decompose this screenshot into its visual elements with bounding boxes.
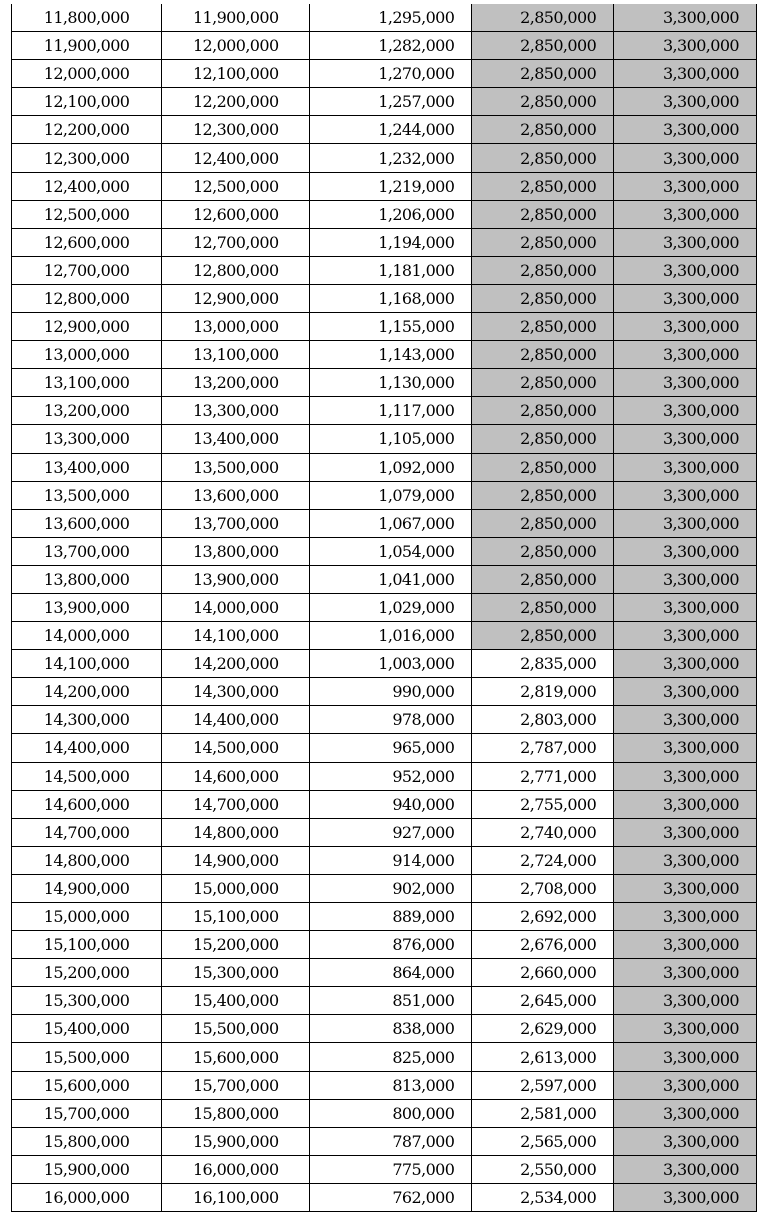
column-5-cell: 3,300,000 [614,1043,757,1071]
column-3-cell: 889,000 [310,903,472,931]
income-to-cell: 12,600,000 [162,200,310,228]
column-4-cell: 2,613,000 [472,1043,614,1071]
column-5-cell: 3,300,000 [614,172,757,200]
column-5-cell: 3,300,000 [614,565,757,593]
column-4-cell: 2,597,000 [472,1071,614,1099]
table-row [12,874,757,902]
column-4-cell: 2,629,000 [472,1015,614,1043]
column-5-cell: 3,300,000 [614,622,757,650]
income-to-cell: 14,700,000 [162,790,310,818]
table-row [12,565,757,593]
column-3-cell: 787,000 [310,1127,472,1155]
column-4-cell: 2,771,000 [472,762,614,790]
column-3-cell: 1,219,000 [310,172,472,200]
column-3-cell: 1,016,000 [310,622,472,650]
income-from-cell: 14,100,000 [12,650,162,678]
table-row [12,200,757,228]
column-3-cell: 1,257,000 [310,88,472,116]
table-row [12,1183,757,1211]
table-row [12,593,757,621]
income-to-cell: 14,500,000 [162,734,310,762]
column-5-cell: 3,300,000 [614,1155,757,1183]
column-5-cell: 3,300,000 [614,1099,757,1127]
column-4-cell: 2,850,000 [472,341,614,369]
column-3-cell: 825,000 [310,1043,472,1071]
column-4-cell: 2,740,000 [472,818,614,846]
income-to-cell: 12,100,000 [162,60,310,88]
column-5-cell: 3,300,000 [614,846,757,874]
table-row [12,959,757,987]
column-5-cell: 3,300,000 [614,931,757,959]
table-row [12,509,757,537]
column-5-cell: 3,300,000 [614,341,757,369]
income-from-cell: 14,000,000 [12,622,162,650]
column-3-cell: 838,000 [310,1015,472,1043]
column-3-cell: 1,282,000 [310,32,472,60]
income-to-cell: 13,500,000 [162,453,310,481]
table-row [12,453,757,481]
column-5-cell: 3,300,000 [614,481,757,509]
column-5-cell: 3,300,000 [614,88,757,116]
income-from-cell: 15,400,000 [12,1015,162,1043]
income-to-cell: 14,100,000 [162,622,310,650]
column-3-cell: 1,041,000 [310,565,472,593]
column-5-cell: 3,300,000 [614,762,757,790]
column-4-cell: 2,850,000 [472,228,614,256]
table-row [12,284,757,312]
column-5-cell: 3,300,000 [614,706,757,734]
income-from-cell: 12,400,000 [12,172,162,200]
income-from-cell: 13,900,000 [12,593,162,621]
column-5-cell: 3,300,000 [614,1183,757,1211]
column-3-cell: 762,000 [310,1183,472,1211]
column-3-cell: 1,143,000 [310,341,472,369]
column-4-cell: 2,850,000 [472,565,614,593]
income-from-cell: 13,600,000 [12,509,162,537]
column-3-cell: 1,194,000 [310,228,472,256]
income-to-cell: 14,900,000 [162,846,310,874]
table-row [12,1155,757,1183]
income-to-cell: 13,400,000 [162,425,310,453]
income-to-cell: 12,300,000 [162,116,310,144]
income-to-cell: 13,100,000 [162,341,310,369]
column-4-cell: 2,850,000 [472,425,614,453]
column-4-cell: 2,787,000 [472,734,614,762]
table-row [12,622,757,650]
column-5-cell: 3,300,000 [614,369,757,397]
income-from-cell: 15,100,000 [12,931,162,959]
income-from-cell: 14,500,000 [12,762,162,790]
column-3-cell: 1,206,000 [310,200,472,228]
income-from-cell: 14,900,000 [12,874,162,902]
income-from-cell: 15,500,000 [12,1043,162,1071]
table-row [12,228,757,256]
column-4-cell: 2,850,000 [472,453,614,481]
table-row [12,256,757,284]
table-row [12,144,757,172]
income-from-cell: 13,300,000 [12,425,162,453]
table-row [12,706,757,734]
income-from-cell: 16,000,000 [12,1183,162,1211]
column-3-cell: 1,054,000 [310,537,472,565]
income-from-cell: 13,200,000 [12,397,162,425]
column-3-cell: 1,168,000 [310,284,472,312]
table-row [12,116,757,144]
column-4-cell: 2,850,000 [472,622,614,650]
income-from-cell: 15,900,000 [12,1155,162,1183]
column-4-cell: 2,565,000 [472,1127,614,1155]
table-row [12,172,757,200]
income-to-cell: 13,600,000 [162,481,310,509]
column-4-cell: 2,692,000 [472,903,614,931]
column-4-cell: 2,534,000 [472,1183,614,1211]
column-5-cell: 3,300,000 [614,903,757,931]
column-4-cell: 2,850,000 [472,60,614,88]
column-4-cell: 2,850,000 [472,256,614,284]
income-to-cell: 15,900,000 [162,1127,310,1155]
income-to-cell: 11,900,000 [162,4,310,32]
income-from-cell: 11,800,000 [12,4,162,32]
income-to-cell: 12,800,000 [162,256,310,284]
column-3-cell: 927,000 [310,818,472,846]
column-5-cell: 3,300,000 [614,734,757,762]
income-from-cell: 13,500,000 [12,481,162,509]
income-to-cell: 15,800,000 [162,1099,310,1127]
column-4-cell: 2,850,000 [472,481,614,509]
income-to-cell: 12,900,000 [162,284,310,312]
column-4-cell: 2,581,000 [472,1099,614,1127]
table-row [12,313,757,341]
column-3-cell: 1,067,000 [310,509,472,537]
income-to-cell: 12,400,000 [162,144,310,172]
column-4-cell: 2,850,000 [472,4,614,32]
column-3-cell: 851,000 [310,987,472,1015]
column-4-cell: 2,708,000 [472,874,614,902]
column-5-cell: 3,300,000 [614,818,757,846]
column-3-cell: 902,000 [310,874,472,902]
column-5-cell: 3,300,000 [614,790,757,818]
income-to-cell: 13,800,000 [162,537,310,565]
table-row [12,88,757,116]
column-5-cell: 3,300,000 [614,959,757,987]
column-4-cell: 2,550,000 [472,1155,614,1183]
column-3-cell: 1,181,000 [310,256,472,284]
income-from-cell: 15,600,000 [12,1071,162,1099]
table-row [12,537,757,565]
income-from-cell: 15,200,000 [12,959,162,987]
income-to-cell: 15,200,000 [162,931,310,959]
column-3-cell: 1,105,000 [310,425,472,453]
income-from-cell: 15,800,000 [12,1127,162,1155]
income-from-cell: 13,700,000 [12,537,162,565]
column-4-cell: 2,850,000 [472,172,614,200]
column-4-cell: 2,850,000 [472,509,614,537]
income-to-cell: 15,500,000 [162,1015,310,1043]
income-from-cell: 12,800,000 [12,284,162,312]
column-5-cell: 3,300,000 [614,593,757,621]
table-row [12,481,757,509]
column-3-cell: 952,000 [310,762,472,790]
income-to-cell: 12,200,000 [162,88,310,116]
column-5-cell: 3,300,000 [614,678,757,706]
column-3-cell: 1,244,000 [310,116,472,144]
income-to-cell: 14,800,000 [162,818,310,846]
income-from-cell: 12,300,000 [12,144,162,172]
column-5-cell: 3,300,000 [614,537,757,565]
table-row [12,903,757,931]
table-row [12,369,757,397]
column-4-cell: 2,819,000 [472,678,614,706]
column-5-cell: 3,300,000 [614,397,757,425]
column-3-cell: 800,000 [310,1099,472,1127]
column-4-cell: 2,850,000 [472,200,614,228]
income-to-cell: 14,200,000 [162,650,310,678]
income-from-cell: 14,200,000 [12,678,162,706]
data-table [11,4,757,1212]
income-from-cell: 12,700,000 [12,256,162,284]
income-from-cell: 14,400,000 [12,734,162,762]
column-4-cell: 2,755,000 [472,790,614,818]
column-3-cell: 813,000 [310,1071,472,1099]
income-from-cell: 12,100,000 [12,88,162,116]
column-3-cell: 1,232,000 [310,144,472,172]
column-4-cell: 2,850,000 [472,144,614,172]
income-to-cell: 15,600,000 [162,1043,310,1071]
column-5-cell: 3,300,000 [614,453,757,481]
income-from-cell: 12,200,000 [12,116,162,144]
income-to-cell: 14,600,000 [162,762,310,790]
table-row [12,341,757,369]
income-to-cell: 15,400,000 [162,987,310,1015]
income-to-cell: 12,000,000 [162,32,310,60]
income-from-cell: 15,300,000 [12,987,162,1015]
column-4-cell: 2,850,000 [472,369,614,397]
column-3-cell: 1,295,000 [310,4,472,32]
table-row [12,846,757,874]
column-4-cell: 2,850,000 [472,537,614,565]
column-5-cell: 3,300,000 [614,987,757,1015]
table-row [12,1043,757,1071]
income-from-cell: 12,900,000 [12,313,162,341]
column-3-cell: 864,000 [310,959,472,987]
table-row [12,931,757,959]
income-to-cell: 15,000,000 [162,874,310,902]
column-4-cell: 2,660,000 [472,959,614,987]
column-3-cell: 914,000 [310,846,472,874]
table-row [12,1071,757,1099]
column-4-cell: 2,850,000 [472,593,614,621]
column-5-cell: 3,300,000 [614,200,757,228]
column-5-cell: 3,300,000 [614,4,757,32]
income-to-cell: 13,000,000 [162,313,310,341]
income-to-cell: 15,700,000 [162,1071,310,1099]
income-from-cell: 14,800,000 [12,846,162,874]
income-to-cell: 16,100,000 [162,1183,310,1211]
table-row [12,790,757,818]
column-3-cell: 978,000 [310,706,472,734]
column-3-cell: 1,155,000 [310,313,472,341]
column-3-cell: 990,000 [310,678,472,706]
column-4-cell: 2,850,000 [472,313,614,341]
column-4-cell: 2,850,000 [472,116,614,144]
column-4-cell: 2,803,000 [472,706,614,734]
table-row [12,734,757,762]
income-from-cell: 14,300,000 [12,706,162,734]
table-row [12,1099,757,1127]
column-3-cell: 1,130,000 [310,369,472,397]
table-row [12,650,757,678]
column-3-cell: 876,000 [310,931,472,959]
income-to-cell: 13,300,000 [162,397,310,425]
income-from-cell: 11,900,000 [12,32,162,60]
table-row [12,397,757,425]
column-5-cell: 3,300,000 [614,116,757,144]
income-from-cell: 14,700,000 [12,818,162,846]
income-to-cell: 16,000,000 [162,1155,310,1183]
column-4-cell: 2,645,000 [472,987,614,1015]
income-from-cell: 12,500,000 [12,200,162,228]
column-4-cell: 2,676,000 [472,931,614,959]
income-from-cell: 14,600,000 [12,790,162,818]
column-5-cell: 3,300,000 [614,144,757,172]
table-row [12,987,757,1015]
column-4-cell: 2,850,000 [472,88,614,116]
income-to-cell: 13,900,000 [162,565,310,593]
column-4-cell: 2,724,000 [472,846,614,874]
income-to-cell: 14,000,000 [162,593,310,621]
column-4-cell: 2,850,000 [472,397,614,425]
income-from-cell: 13,800,000 [12,565,162,593]
column-3-cell: 1,003,000 [310,650,472,678]
table-body [12,4,757,1212]
column-4-cell: 2,835,000 [472,650,614,678]
income-from-cell: 13,400,000 [12,453,162,481]
table-row [12,762,757,790]
column-3-cell: 1,270,000 [310,60,472,88]
income-to-cell: 14,300,000 [162,678,310,706]
table-row [12,678,757,706]
column-3-cell: 1,092,000 [310,453,472,481]
column-5-cell: 3,300,000 [614,1071,757,1099]
table-row [12,32,757,60]
column-5-cell: 3,300,000 [614,874,757,902]
column-5-cell: 3,300,000 [614,60,757,88]
table-row [12,1127,757,1155]
column-4-cell: 2,850,000 [472,284,614,312]
column-5-cell: 3,300,000 [614,256,757,284]
column-5-cell: 3,300,000 [614,32,757,60]
table-row [12,818,757,846]
column-5-cell: 3,300,000 [614,284,757,312]
income-from-cell: 12,600,000 [12,228,162,256]
column-3-cell: 940,000 [310,790,472,818]
income-from-cell: 13,100,000 [12,369,162,397]
column-3-cell: 1,029,000 [310,593,472,621]
column-4-cell: 2,850,000 [472,32,614,60]
column-5-cell: 3,300,000 [614,509,757,537]
column-5-cell: 3,300,000 [614,1015,757,1043]
table-row [12,1015,757,1043]
column-5-cell: 3,300,000 [614,228,757,256]
column-3-cell: 965,000 [310,734,472,762]
income-to-cell: 15,100,000 [162,903,310,931]
column-5-cell: 3,300,000 [614,313,757,341]
income-from-cell: 15,000,000 [12,903,162,931]
table-row [12,4,757,32]
income-to-cell: 12,500,000 [162,172,310,200]
income-to-cell: 13,200,000 [162,369,310,397]
income-to-cell: 14,400,000 [162,706,310,734]
table-row [12,60,757,88]
income-to-cell: 12,700,000 [162,228,310,256]
column-5-cell: 3,300,000 [614,425,757,453]
income-from-cell: 13,000,000 [12,341,162,369]
income-to-cell: 15,300,000 [162,959,310,987]
table-row [12,425,757,453]
income-from-cell: 15,700,000 [12,1099,162,1127]
column-3-cell: 1,079,000 [310,481,472,509]
column-5-cell: 3,300,000 [614,650,757,678]
income-to-cell: 13,700,000 [162,509,310,537]
income-from-cell: 12,000,000 [12,60,162,88]
column-3-cell: 775,000 [310,1155,472,1183]
column-3-cell: 1,117,000 [310,397,472,425]
column-5-cell: 3,300,000 [614,1127,757,1155]
